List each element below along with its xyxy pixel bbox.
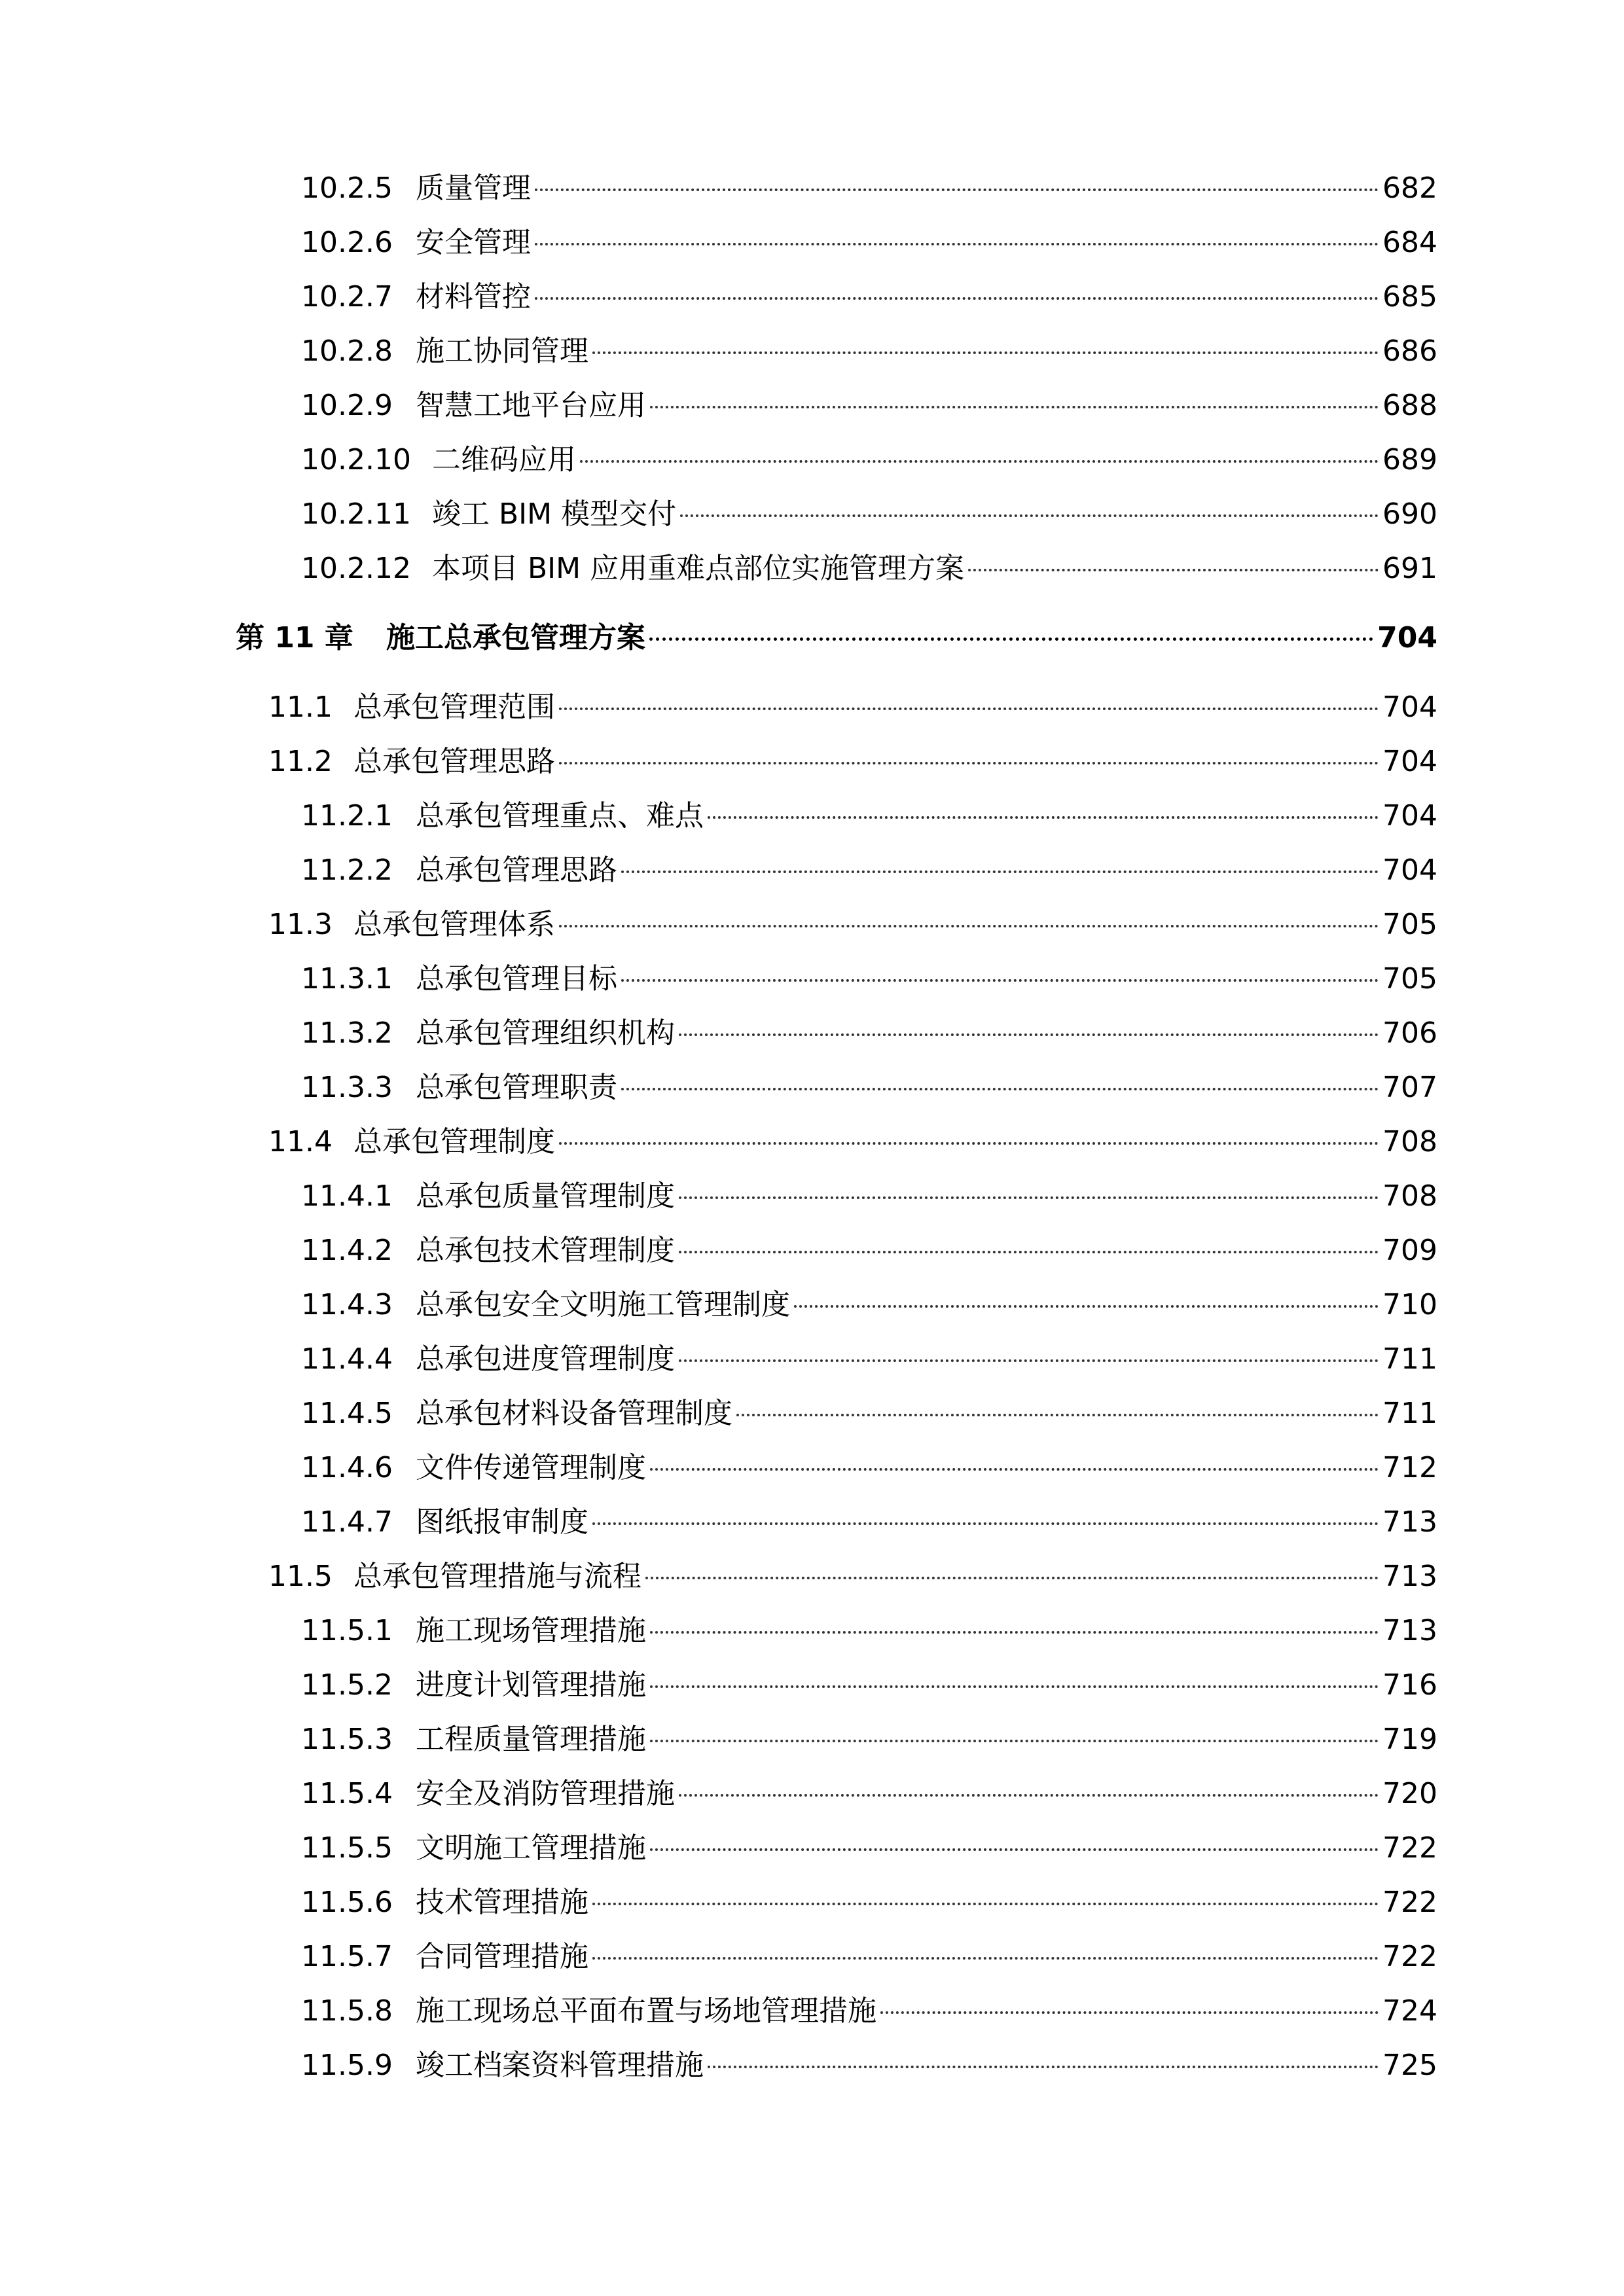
toc-entry-number: 11.5.8 bbox=[301, 1994, 393, 2028]
toc-entry-title: 文件传递管理制度 bbox=[416, 1451, 646, 1484]
dot-leader bbox=[736, 1414, 1379, 1416]
toc-entry-page: 682 bbox=[1382, 171, 1437, 205]
toc-entry-11-2-2[interactable] bbox=[301, 852, 1437, 889]
toc-entry-title: 质量管理 bbox=[416, 171, 531, 205]
toc-entry-title: 总承包管理目标 bbox=[416, 962, 617, 996]
dot-leader bbox=[880, 2011, 1379, 2014]
toc-entry-title: 文明施工管理措施 bbox=[416, 1831, 646, 1865]
dot-leader bbox=[592, 1903, 1379, 1905]
toc-entry-page: 708 bbox=[1382, 1125, 1437, 1158]
toc-entry-page: 685 bbox=[1382, 280, 1437, 314]
toc-entry-title: 总承包管理范围 bbox=[353, 691, 555, 724]
toc-entry-number: 11.5.7 bbox=[301, 1940, 393, 1973]
toc-entry-page: 710 bbox=[1382, 1288, 1437, 1321]
toc-entry-11-4-2[interactable] bbox=[301, 1232, 1437, 1269]
toc-entry-title: 竣工 BIM 模型交付 bbox=[432, 497, 677, 531]
toc-entry-page: 705 bbox=[1382, 962, 1437, 996]
toc-entry-11-4-1[interactable] bbox=[301, 1178, 1437, 1215]
toc-entry-page: 713 bbox=[1382, 1560, 1437, 1593]
dot-leader bbox=[592, 1522, 1379, 1525]
toc-entry-page: 708 bbox=[1382, 1179, 1437, 1213]
toc-entry-number: 11.3.1 bbox=[301, 962, 393, 996]
toc-entry-page: 711 bbox=[1382, 1397, 1437, 1430]
toc-entry-page: 705 bbox=[1382, 908, 1437, 941]
toc-entry-number: 11.5 bbox=[268, 1560, 333, 1593]
toc-entry-title: 工程质量管理措施 bbox=[416, 1723, 646, 1756]
toc-entry-11-4-7[interactable] bbox=[301, 1504, 1437, 1541]
toc-entry-page: 686 bbox=[1382, 334, 1437, 368]
toc-entry-11-1[interactable] bbox=[268, 689, 1437, 726]
toc-entry-11-5-9[interactable] bbox=[301, 2047, 1437, 2084]
toc-entry-number: 11.4.5 bbox=[301, 1397, 393, 1430]
toc-entry-title: 技术管理措施 bbox=[416, 1886, 588, 1919]
toc-entry-11-4-3[interactable] bbox=[301, 1287, 1437, 1323]
toc-entry-title: 合同管理措施 bbox=[416, 1940, 588, 1973]
dot-leader bbox=[559, 708, 1379, 710]
dot-leader bbox=[535, 297, 1379, 300]
toc-entry-page: 706 bbox=[1382, 1016, 1437, 1050]
toc-entry-page: 722 bbox=[1382, 1940, 1437, 1973]
toc-entry-title: 总承包管理职责 bbox=[416, 1071, 617, 1104]
toc-entry-11-5-2[interactable] bbox=[301, 1667, 1437, 1704]
toc-entry-title: 总承包管理制度 bbox=[353, 1125, 555, 1158]
dot-leader bbox=[535, 188, 1379, 191]
toc-entry-title: 安全管理 bbox=[416, 226, 531, 259]
toc-entry-11-2-1[interactable] bbox=[301, 798, 1437, 834]
toc-entry-page: 712 bbox=[1382, 1451, 1437, 1484]
toc-entry-11-5-1[interactable] bbox=[301, 1613, 1437, 1649]
toc-entry-title: 总承包管理思路 bbox=[353, 745, 555, 778]
dot-leader bbox=[559, 762, 1379, 764]
toc-entry-11-4[interactable] bbox=[268, 1124, 1437, 1160]
toc-entry-number: 11.2.1 bbox=[301, 799, 393, 833]
toc-entry-page: 716 bbox=[1382, 1668, 1437, 1702]
toc-entry-number: 11.3 bbox=[268, 908, 333, 941]
toc-entry-page: 689 bbox=[1382, 443, 1437, 476]
toc-entry-page: 707 bbox=[1382, 1071, 1437, 1104]
toc-entry-title: 总承包管理组织机构 bbox=[416, 1016, 675, 1050]
toc-entry-11-5-7[interactable] bbox=[301, 1939, 1437, 1975]
toc-entry-number: 11.5.6 bbox=[301, 1886, 393, 1919]
toc-chapter-11[interactable] bbox=[236, 620, 1437, 656]
dot-leader bbox=[645, 1577, 1379, 1579]
toc-entry-number: 11.5.1 bbox=[301, 1614, 393, 1647]
toc-entry-page: 688 bbox=[1382, 389, 1437, 422]
toc-entry-title: 总承包进度管理制度 bbox=[416, 1342, 675, 1376]
toc-entry-title: 本项目 BIM 应用重难点部位实施管理方案 bbox=[432, 552, 965, 585]
dot-leader bbox=[535, 243, 1379, 245]
toc-entry-page: 704 bbox=[1382, 745, 1437, 778]
dot-leader bbox=[559, 925, 1379, 927]
toc-entry-page: 722 bbox=[1382, 1831, 1437, 1865]
toc-entry-page: 713 bbox=[1382, 1505, 1437, 1539]
dot-leader bbox=[650, 1685, 1379, 1688]
toc-entry-title: 施工协同管理 bbox=[416, 334, 588, 368]
toc-chapter-number: 第 11 章 bbox=[236, 621, 353, 655]
toc-entry-page: 704 bbox=[1382, 799, 1437, 833]
dot-leader bbox=[708, 816, 1379, 819]
toc-entry-title: 施工现场管理措施 bbox=[416, 1614, 646, 1647]
dot-leader bbox=[968, 569, 1379, 571]
toc-entry-title: 总承包材料设备管理制度 bbox=[416, 1397, 732, 1430]
dot-leader bbox=[650, 1740, 1379, 1742]
dot-leader bbox=[650, 406, 1379, 408]
toc-entry-11-5-8[interactable] bbox=[301, 1993, 1437, 2030]
toc-entry-number: 11.3.3 bbox=[301, 1071, 393, 1104]
toc-entry-10-2-11[interactable] bbox=[301, 496, 1437, 533]
dot-leader bbox=[650, 1468, 1379, 1471]
toc-entry-number: 11.4.2 bbox=[301, 1234, 393, 1267]
toc-entry-title: 施工现场总平面布置与场地管理措施 bbox=[416, 1994, 876, 2028]
toc-entry-11-3-3[interactable] bbox=[301, 1069, 1437, 1106]
toc-entry-11-5-4[interactable] bbox=[301, 1776, 1437, 1812]
dot-leader bbox=[650, 1848, 1379, 1851]
toc-entry-number: 11.4.3 bbox=[301, 1288, 393, 1321]
toc-entry-10-2-7[interactable] bbox=[301, 279, 1437, 315]
dot-leader bbox=[679, 1359, 1379, 1362]
toc-entry-page: 709 bbox=[1382, 1234, 1437, 1267]
toc-entry-title: 总承包管理体系 bbox=[353, 908, 555, 941]
toc-chapter-page: 704 bbox=[1377, 621, 1437, 655]
toc-entry-page: 690 bbox=[1382, 497, 1437, 531]
toc-entry-number: 10.2.6 bbox=[301, 226, 393, 259]
toc-entry-number: 10.2.5 bbox=[301, 171, 393, 205]
toc-entry-title: 二维码应用 bbox=[432, 443, 576, 476]
toc-entry-page: 713 bbox=[1382, 1614, 1437, 1647]
dot-leader bbox=[794, 1305, 1379, 1308]
toc-entry-11-5-5[interactable] bbox=[301, 1830, 1437, 1867]
dot-leader bbox=[621, 870, 1379, 873]
toc-entry-title: 智慧工地平台应用 bbox=[416, 389, 646, 422]
toc-entry-number: 11.5.2 bbox=[301, 1668, 393, 1702]
dot-leader bbox=[679, 1794, 1379, 1797]
toc-entry-number: 10.2.10 bbox=[301, 443, 411, 476]
toc-entry-10-2-8[interactable] bbox=[301, 333, 1437, 370]
toc-entry-title: 图纸报审制度 bbox=[416, 1505, 588, 1539]
dot-leader bbox=[559, 1142, 1379, 1145]
toc-entry-10-2-9[interactable] bbox=[301, 387, 1437, 424]
toc-entry-number: 10.2.7 bbox=[301, 280, 393, 314]
toc-entry-title: 总承包管理思路 bbox=[416, 853, 617, 887]
dot-leader bbox=[592, 351, 1379, 354]
toc-entry-11-3-1[interactable] bbox=[301, 961, 1437, 997]
toc-entry-number: 11.2 bbox=[268, 745, 333, 778]
toc-entry-title: 材料管控 bbox=[416, 280, 531, 314]
dot-leader bbox=[679, 1251, 1379, 1253]
dot-leader bbox=[649, 637, 1373, 641]
toc-entry-page: 704 bbox=[1382, 691, 1437, 724]
toc-entry-number: 10.2.11 bbox=[301, 497, 411, 531]
toc-entry-title: 总承包管理措施与流程 bbox=[353, 1560, 641, 1593]
toc-entry-page: 720 bbox=[1382, 1777, 1437, 1810]
toc-entry-10-2-6[interactable] bbox=[301, 224, 1437, 261]
dot-leader bbox=[680, 514, 1379, 517]
toc-entry-title: 总承包技术管理制度 bbox=[416, 1234, 675, 1267]
toc-entry-number: 11.3.2 bbox=[301, 1016, 393, 1050]
toc-entry-number: 11.4.7 bbox=[301, 1505, 393, 1539]
toc-entry-title: 总承包管理重点、难点 bbox=[416, 799, 704, 833]
toc-entry-page: 722 bbox=[1382, 1886, 1437, 1919]
toc-entry-number: 10.2.9 bbox=[301, 389, 393, 422]
toc-entry-number: 11.5.9 bbox=[301, 2049, 393, 2082]
toc-entry-number: 10.2.8 bbox=[301, 334, 393, 368]
dot-leader bbox=[679, 1196, 1379, 1199]
toc-entry-number: 11.2.2 bbox=[301, 853, 393, 887]
toc-entry-number: 11.4.6 bbox=[301, 1451, 393, 1484]
toc-entry-10-2-10[interactable] bbox=[301, 442, 1437, 478]
toc-entry-title: 安全及消防管理措施 bbox=[416, 1777, 675, 1810]
toc-entry-number: 11.4.4 bbox=[301, 1342, 393, 1376]
toc-entry-10-2-12[interactable] bbox=[301, 550, 1437, 587]
toc-entry-page: 725 bbox=[1382, 2049, 1437, 2082]
toc-entry-title: 总承包质量管理制度 bbox=[416, 1179, 675, 1213]
toc-entry-page: 711 bbox=[1382, 1342, 1437, 1376]
toc-chapter-title: 施工总承包管理方案 bbox=[386, 621, 645, 655]
toc-entry-number: 11.5.4 bbox=[301, 1777, 393, 1810]
toc-entry-number: 11.4 bbox=[268, 1125, 333, 1158]
toc-entry-11-3-2[interactable] bbox=[301, 1015, 1437, 1052]
dot-leader bbox=[708, 2066, 1379, 2068]
toc-entry-number: 11.5.5 bbox=[301, 1831, 393, 1865]
toc-entry-page: 704 bbox=[1382, 853, 1437, 887]
toc-entry-11-4-6[interactable] bbox=[301, 1450, 1437, 1486]
toc-entry-page: 684 bbox=[1382, 226, 1437, 259]
toc-entry-10-2-5[interactable] bbox=[301, 170, 1437, 207]
toc-entry-number: 11.5.3 bbox=[301, 1723, 393, 1756]
toc-entry-number: 10.2.12 bbox=[301, 552, 411, 585]
dot-leader bbox=[679, 1033, 1379, 1036]
toc-entry-11-4-4[interactable] bbox=[301, 1341, 1437, 1378]
toc-entry-page: 719 bbox=[1382, 1723, 1437, 1756]
toc-entry-page: 724 bbox=[1382, 1994, 1437, 2028]
toc-entry-11-5[interactable] bbox=[268, 1558, 1437, 1595]
toc-entry-11-3[interactable] bbox=[268, 906, 1437, 943]
dot-leader bbox=[592, 1957, 1379, 1960]
toc-entry-title: 进度计划管理措施 bbox=[416, 1668, 646, 1702]
toc-entry-page: 691 bbox=[1382, 552, 1437, 585]
toc-entry-title: 总承包安全文明施工管理制度 bbox=[416, 1288, 790, 1321]
toc-entry-title: 竣工档案资料管理措施 bbox=[416, 2049, 704, 2082]
toc-entry-11-5-6[interactable] bbox=[301, 1884, 1437, 1921]
dot-leader bbox=[650, 1631, 1379, 1634]
toc-entry-11-5-3[interactable] bbox=[301, 1721, 1437, 1758]
toc-entry-number: 11.4.1 bbox=[301, 1179, 393, 1213]
dot-leader bbox=[580, 460, 1379, 463]
toc-entry-11-2[interactable] bbox=[268, 744, 1437, 780]
toc-entry-11-4-5[interactable] bbox=[301, 1395, 1437, 1432]
dot-leader bbox=[621, 1088, 1379, 1090]
toc-entry-number: 11.1 bbox=[268, 691, 333, 724]
dot-leader bbox=[621, 979, 1379, 982]
